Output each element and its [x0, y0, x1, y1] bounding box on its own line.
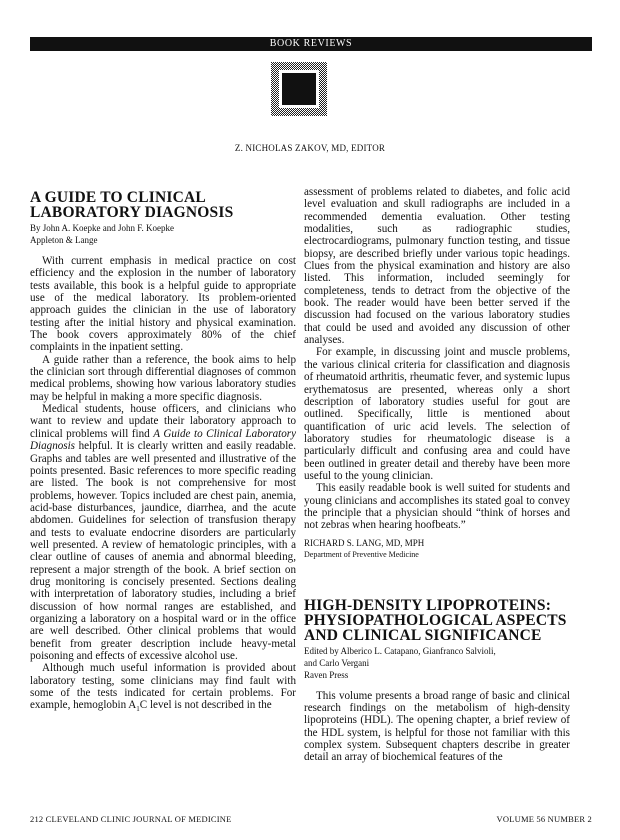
- section-title: BOOK REVIEWS: [269, 38, 353, 49]
- section-header-bar: [30, 37, 592, 51]
- review1-paragraph-6: For example, in discussing joint and muscle problems, the various clinical criteria for classification and diagnosis of rheumatoid arthritis, rheumatic fever, and systemic lupus erythematosus are presented, whereas only a short description of laboratory studies useful for gout are outlined. Specifically, little is mentioned about quantification of uric acid levels. The selection of laboratory studies for rheumatologic disease is a particularly difficult and confusing area and could have been outlined in greater detail and thereby have been more useful to the young clinician.: [304, 346, 570, 482]
- reviewer-signature: [304, 538, 570, 560]
- left-column: [30, 190, 296, 716]
- review2-publisher: Raven Press: [304, 669, 349, 680]
- reviewer-name: RICHARD S. LANG, MD, MPH: [304, 537, 425, 548]
- review2-editors-2: and Carlo Vergani: [304, 657, 370, 668]
- book-title-italic: A Guide to Clinical Laboratory Diagnosis: [30, 427, 296, 453]
- review1-publisher: Appleton & Lange: [30, 235, 98, 245]
- right-column: [304, 186, 570, 764]
- review2-paragraph-1: This volume presents a broad range of basic and clinical research findings on the metabolism of high-density lipoproteins (HDL). The opening chapter, a brief review of the HDL system, is helpful for those not familiar with this complex system. Subsequent chapters describe in greater detail an array of biochemical features of the: [304, 689, 570, 764]
- review1-authors: By John A. Koepke and John F. Koepke: [30, 223, 175, 233]
- review2-editors-1: Edited by Alberico L. Catapano, Gianfranco Salvioli,: [304, 645, 496, 656]
- review1-paragraph-3: Medical students, house officers, and clinicians who want to review and update their laboratory approach to clinical problems will find A Guide to Clinical Laboratory Diagnosis helpful. It is clearly written and easily readable. Graphs and tables are well presented and illustrative of the points presented. Basic references to more specific reading are listed. The book is not comprehensive for most problems, however. Topics included are chest pain, anemia, acid-base disturbances, jaundice, diarrhea, and the acute abdomen. Guidelines for selection of transfusion therapy and tests to evaluate endocrine disorders are particularly well presented. A review of hematologic principles, with a clear outline of causes of anemia and abnormal bleeding, represent a major strength of the book. A brief section on drug monitoring is concisely presented. Sections dealing with interpretation of laboratory studies, including a brief discussion of how normal ranges are established, and organizing a laboratory on a hospital ward or in the office are well described. Other clinical problems that would benefit from greater description include heavy-metal poisoning and effects of excessive alcohol use.: [30, 403, 296, 662]
- review1-paragraph-4: Although much useful information is provided about laboratory testing, some clinicians may find fault with some of the tests indicated for certain problems. For example, hemoglobin $A_1C$ level is not described in the: [30, 662, 296, 714]
- review1-paragraph-7: This easily readable book is well suited for students and young clinicians and accomplishes its stated goal to convey the principle that a physician should “think of horses and not zebras when hearing hoofbeats.”: [304, 482, 570, 532]
- review2-title: HIGH-DENSITY LIPOPROTEINS: PHYSIOPATHOLOGICAL ASPECTS AND CLINICAL SIGNIFICANCE: [304, 596, 567, 644]
- reviewer-department: Department of Preventive Medicine: [304, 549, 419, 559]
- editor-line: Z. NICHOLAS ZAKOV, MD, EDITOR: [234, 143, 386, 153]
- footer-volume: VOLUME 56 NUMBER 2: [496, 814, 592, 824]
- review1-paragraph-2: A guide rather than a reference, the book aims to help the clinician sort through differential diagnoses of common medical problems, showing how various laboratory studies may be helpful in making a more specific diagnosis.: [30, 353, 296, 403]
- review1-paragraph-5: assessment of problems related to diabetes, and folic acid level evaluation and skull radiographs are included in a recommended dementia evaluation. Other testing modalities, such as radiographic studies, electrocardiograms, pulmonary function testing, and tissue biopsy, are described briefly under various topic headings. Clues from the physical examination and history are also listed. This information, included seemingly for completeness, tends to detract from the objective of the book. The reader would have been better served if the discussion had focused on the various laboratory studies that could be used and avoided any discussion of other analyses.: [304, 186, 570, 347]
- review1-title: A GUIDE TO CLINICAL LABORATORY DIAGNOSIS: [30, 189, 234, 221]
- journal-logo: [271, 62, 327, 116]
- footer-journal: 212 CLEVELAND CLINIC JOURNAL OF MEDICINE: [30, 814, 232, 824]
- review1-paragraph-1: With current emphasis in medical practice on cost efficiency and the explosion in the number of laboratory tests available, this book is a helpful guide to appropriate use of the medical laboratory. Its problem-oriented approach guides the clinician in the use of laboratory testing after the initial history and physical examination. The book covers approximately 80% of the chief complaints in the inpatient setting.: [30, 255, 296, 354]
